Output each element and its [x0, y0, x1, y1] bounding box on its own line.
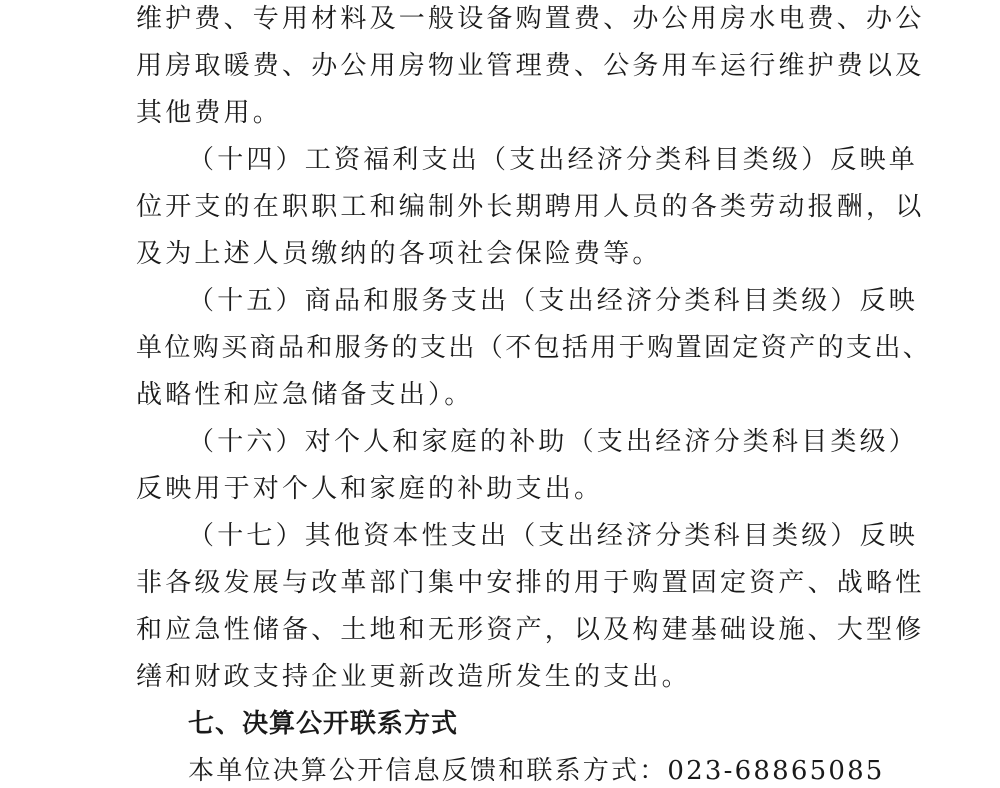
- paragraph-line: 单位购买商品和服务的支出（不包括用于购置固定资产的支出、: [136, 333, 932, 363]
- contact-line: 本单位决算公开信息反馈和联系方式：023-68865085: [188, 756, 885, 786]
- paragraph-line: 反映用于对个人和家庭的补助支出。: [136, 474, 604, 504]
- paragraph-line: 其他费用。: [136, 98, 283, 128]
- paragraph-line: 用房取暖费、办公用房物业管理费、公务用车运行维护费以及: [136, 51, 925, 81]
- paragraph-line: 缮和财政支持企业更新改造所发生的支出。: [136, 662, 691, 692]
- paragraph-line: 战略性和应急储备支出）。: [136, 380, 474, 410]
- paragraph-line: 维护费、专用材料及一般设备购置费、办公用房水电费、办公: [136, 4, 925, 34]
- section-heading: 七、决算公开联系方式: [188, 709, 459, 739]
- paragraph-line: （十五）商品和服务支出（支出经济分类科目类级）反映: [188, 286, 919, 316]
- paragraph-line: （十七）其他资本性支出（支出经济分类科目类级）反映: [188, 521, 919, 551]
- paragraph-line: 非各级发展与改革部门集中安排的用于购置固定资产、战略性: [136, 568, 925, 598]
- paragraph-line: 及为上述人员缴纳的各项社会保险费等。: [136, 239, 662, 269]
- paragraph-line: 位开支的在职职工和编制外长期聘用人员的各类劳动报酬，以: [136, 192, 925, 222]
- paragraph-line: 和应急性储备、土地和无形资产，以及构建基础设施、大型修: [136, 615, 925, 645]
- paragraph-line: （十四）工资福利支出（支出经济分类科目类级）反映单: [188, 145, 919, 175]
- paragraph-line: （十六）对个人和家庭的补助（支出经济分类科目类级）: [188, 427, 919, 457]
